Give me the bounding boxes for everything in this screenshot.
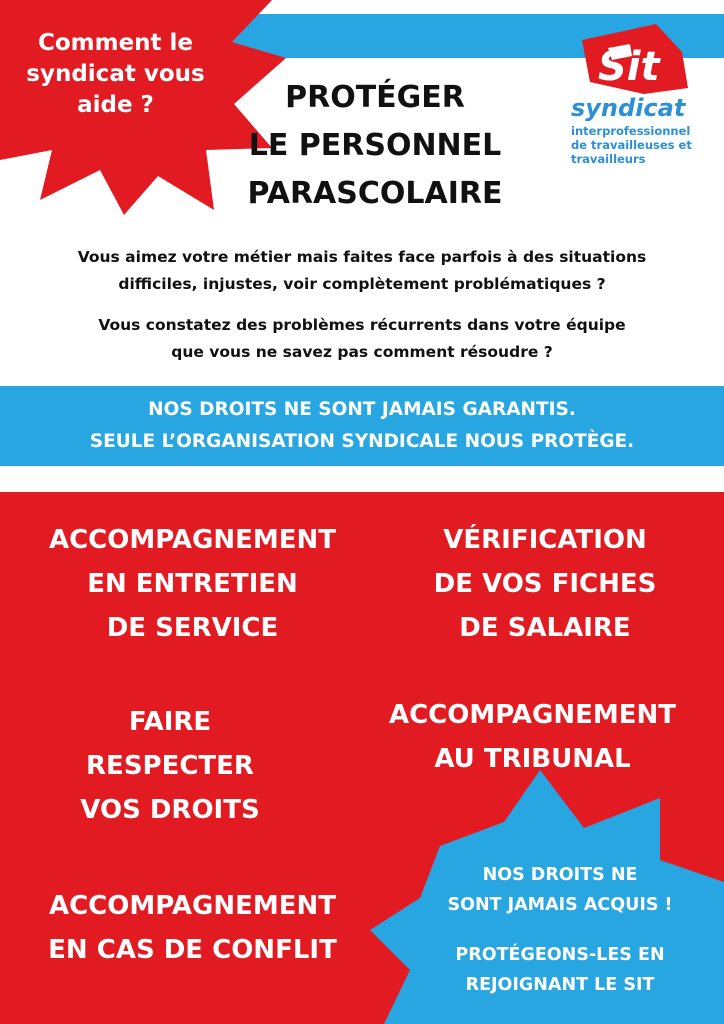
service-salaire <box>375 518 715 650</box>
service-line: AU TRIBUNAL <box>434 744 631 774</box>
service-line: EN CAS DE CONFLIT <box>48 935 337 965</box>
service-line: RESPECTER <box>86 751 254 781</box>
burst-line: syndicat vous <box>26 61 205 87</box>
logo-desc <box>571 124 721 166</box>
burst-line: Comment le <box>37 30 194 56</box>
callout-line: PROTÉGEONS-LES EN <box>455 945 665 965</box>
intro-line: Vous constatez des problèmes récurrents dans votre équipe <box>98 316 626 334</box>
slogan-text <box>0 394 724 458</box>
logo-desc-line: interprofessionnel <box>571 124 691 138</box>
intro-line: que vous ne savez pas comment résoudre ? <box>171 343 553 361</box>
intro-paragraph-1 <box>20 244 704 298</box>
callout-line: REJOIGNANT LE SIT <box>465 975 655 995</box>
burst-question <box>8 28 223 121</box>
logo-mark: Sit <box>598 44 660 90</box>
service-tribunal <box>360 693 705 781</box>
service-line: DE SERVICE <box>106 613 279 643</box>
service-line: DE SALAIRE <box>459 613 631 643</box>
service-line: ACCOMPAGNEMENT <box>48 891 337 921</box>
title-line: PROTÉGER <box>285 80 465 115</box>
logo-desc-line: travailleurs <box>571 152 646 166</box>
slogan-line: SEULE L’ORGANISATION SYNDICALE NOUS PROTÈGE. <box>89 431 635 452</box>
service-line: ACCOMPAGNEMENT <box>388 700 677 730</box>
service-line: FAIRE <box>128 707 212 737</box>
title-line: PARASCOLAIRE <box>247 176 503 211</box>
callout-text-2 <box>410 940 710 1000</box>
title-line: LE PERSONNEL <box>248 128 502 163</box>
service-line: DE VOS FICHES <box>433 569 657 599</box>
service-line: VOS DROITS <box>80 795 260 825</box>
service-droits <box>20 700 320 832</box>
service-conflit <box>15 884 370 972</box>
callout-line: SONT JAMAIS ACQUIS ! <box>447 895 673 915</box>
logo-text <box>571 96 721 166</box>
intro-line: Vous aimez votre métier mais faites face parfois à des situations <box>77 248 647 266</box>
service-entretien <box>20 518 365 650</box>
logo-desc-line: de travailleuses et <box>571 138 692 152</box>
callout-text-1 <box>410 860 710 920</box>
intro-paragraph-2 <box>20 312 704 366</box>
callout-line: NOS DROITS NE <box>482 865 638 885</box>
service-line: ACCOMPAGNEMENT <box>48 525 337 555</box>
burst-line: aide ? <box>77 92 154 118</box>
service-line: VÉRIFICATION <box>443 525 647 555</box>
page-title <box>210 74 540 218</box>
logo-name: syndicat <box>571 94 686 122</box>
slogan-line: NOS DROITS NE SONT JAMAIS GARANTIS. <box>148 399 576 420</box>
intro-line: difficiles, injustes, voir complètement problématiques ? <box>118 275 606 293</box>
service-line: EN ENTRETIEN <box>87 569 298 599</box>
